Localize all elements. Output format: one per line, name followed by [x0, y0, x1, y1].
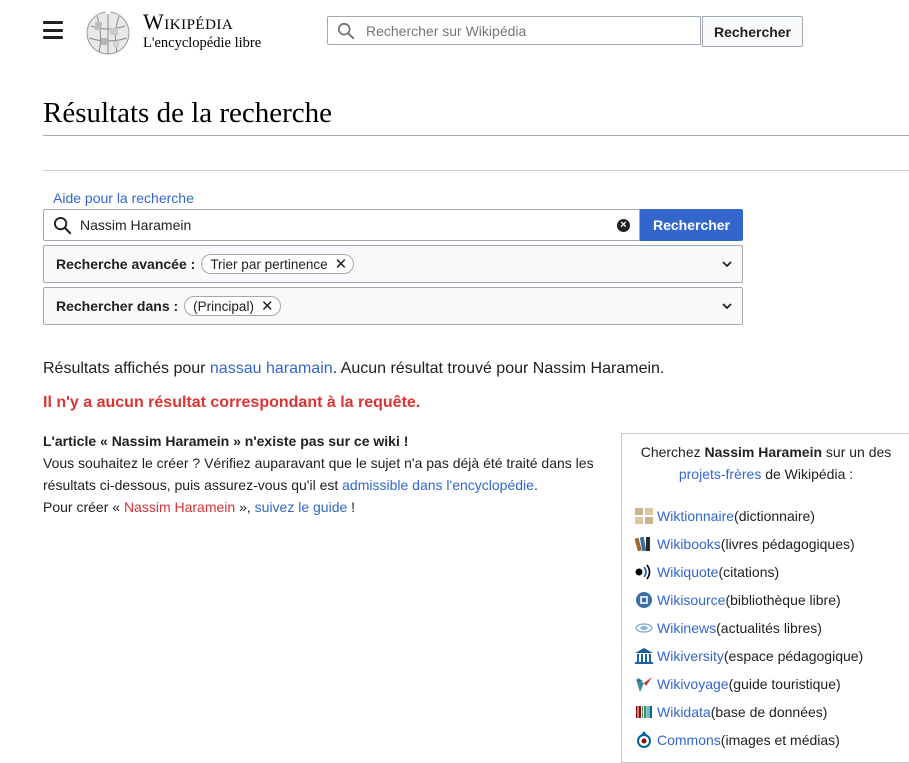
- article-missing-notice: L'article « Nassim Haramein » n'existe pas sur ce wiki !: [43, 433, 409, 449]
- create-prefix: Pour créer «: [43, 499, 124, 515]
- create-mid: »,: [235, 499, 255, 515]
- create-suggestion: [43, 452, 613, 496]
- sister-projects-list: [634, 502, 909, 754]
- create-article-link[interactable]: Nassim Haramein: [123, 499, 236, 515]
- header-search-button[interactable]: Rechercher: [702, 16, 803, 47]
- results-shown-for: [43, 360, 664, 378]
- results-suffix: . Aucun résultat trouvé pour Nassim Haramein.: [332, 360, 665, 377]
- sort-chip[interactable]: [201, 254, 354, 274]
- create-instructions: [43, 496, 613, 518]
- sister-link[interactable]: Wikiversity: [657, 648, 724, 664]
- sister-link[interactable]: Commons: [657, 732, 721, 748]
- close-icon[interactable]: ✕: [260, 297, 274, 315]
- namespace-chip-label: (Principal): [193, 298, 254, 314]
- wordmark-title: Wikipédia: [143, 9, 234, 34]
- corrected-query-link[interactable]: nassau haramain: [209, 360, 333, 377]
- wikiquote-icon: [634, 562, 654, 582]
- sister-item-wikidata: [634, 698, 909, 726]
- chevron-down-icon[interactable]: [722, 259, 732, 269]
- eligibility-link[interactable]: admissible dans l'encyclopédie: [342, 477, 534, 493]
- wikisource-icon: [634, 590, 654, 610]
- sister-item-wikisource: [634, 586, 909, 614]
- sister-desc: (livres pédagogiques): [720, 536, 855, 552]
- no-results-message: Il n'y a aucun résultat correspondant à la requête.: [43, 394, 421, 411]
- sister-link[interactable]: Wikibooks: [657, 536, 721, 552]
- wikiversity-icon: [634, 646, 654, 666]
- sister-head-suffix: de Wikipédia :: [761, 466, 854, 482]
- main-menu-button[interactable]: [43, 21, 63, 39]
- sister-desc: (dictionnaire): [734, 508, 815, 524]
- sister-link[interactable]: Wiktionnaire: [657, 508, 735, 524]
- create-end: !: [347, 499, 356, 515]
- wikipedia-wordmark[interactable]: [143, 11, 261, 52]
- search-icon: [53, 216, 72, 235]
- sister-desc: (espace pédagogique): [723, 648, 864, 664]
- main-search-input[interactable]: [78, 216, 602, 234]
- wikidata-icon: [634, 702, 654, 722]
- main-search-button[interactable]: Rechercher: [640, 209, 743, 241]
- wiktionary-icon: [634, 506, 654, 526]
- chevron-down-icon[interactable]: [722, 301, 732, 311]
- close-icon[interactable]: ✕: [334, 255, 348, 273]
- sister-head-prefix: Cherchez: [640, 444, 705, 460]
- guide-link[interactable]: suivez le guide: [254, 499, 348, 515]
- sister-item-commons: [634, 726, 909, 754]
- advanced-search-facet[interactable]: [43, 245, 743, 283]
- sister-projects-box: [621, 433, 909, 763]
- search-help-link[interactable]: Aide pour la recherche: [53, 190, 194, 206]
- wikibooks-icon: [634, 534, 654, 554]
- sister-link[interactable]: Wikiquote: [657, 564, 719, 580]
- sister-item-wikivoyage: [634, 670, 909, 698]
- sister-item-wikibooks: [634, 530, 909, 558]
- header-search-input[interactable]: [364, 22, 688, 40]
- sister-projects-header: [622, 441, 909, 485]
- namespace-facet[interactable]: [43, 287, 743, 325]
- sister-head-mid: sur un des: [822, 444, 892, 460]
- results-prefix: Résultats affichés pour: [43, 360, 210, 377]
- sister-desc: (base de données): [710, 704, 828, 720]
- content-divider: [43, 170, 909, 171]
- create-article-block: [43, 430, 613, 518]
- sister-link[interactable]: Wikivoyage: [657, 676, 729, 692]
- main-search-box[interactable]: [43, 209, 640, 241]
- sister-link[interactable]: Wikisource: [657, 592, 726, 608]
- commons-icon: [634, 730, 654, 750]
- title-divider: [43, 135, 909, 136]
- search-icon: [337, 22, 355, 40]
- sister-desc: (images et médias): [720, 732, 840, 748]
- sister-projects-link[interactable]: projets-frères: [678, 466, 762, 482]
- wordmark-tagline: L'encyclopédie libre: [143, 35, 262, 51]
- advanced-search-label: Recherche avancée :: [56, 256, 196, 272]
- sort-chip-label: Trier par pertinence: [210, 256, 328, 272]
- namespace-label: Rechercher dans :: [56, 298, 179, 314]
- header-search-box[interactable]: [327, 16, 701, 45]
- sister-item-wikiquote: [634, 558, 909, 586]
- sister-desc: (actualités libres): [716, 620, 822, 636]
- suggestion-text: Vous souhaitez le créer ? Vérifiez auparavant que le sujet n'a pas déjà été traité dans les résultats ci-dessous, puis assurez-vous qu'il est: [43, 455, 594, 493]
- wikinews-icon: [634, 618, 654, 638]
- sister-desc: (citations): [718, 564, 780, 580]
- sister-item-wikiversity: [634, 642, 909, 670]
- sister-item-wiktionary: [634, 502, 909, 530]
- sister-item-wikinews: [634, 614, 909, 642]
- sister-link[interactable]: Wikidata: [657, 704, 711, 720]
- suggestion-end: .: [533, 477, 538, 493]
- wikivoyage-icon: [634, 674, 654, 694]
- sister-link[interactable]: Wikinews: [657, 620, 717, 636]
- wikipedia-globe-logo[interactable]: [83, 8, 133, 56]
- sister-head-query: Nassim Haramein: [704, 444, 823, 460]
- sister-desc: (guide touristique): [728, 676, 841, 692]
- namespace-chip[interactable]: [184, 296, 280, 316]
- sister-desc: (bibliothèque libre): [725, 592, 841, 608]
- page-title: Résultats de la recherche: [43, 97, 333, 129]
- clear-search-icon[interactable]: ×: [617, 219, 630, 232]
